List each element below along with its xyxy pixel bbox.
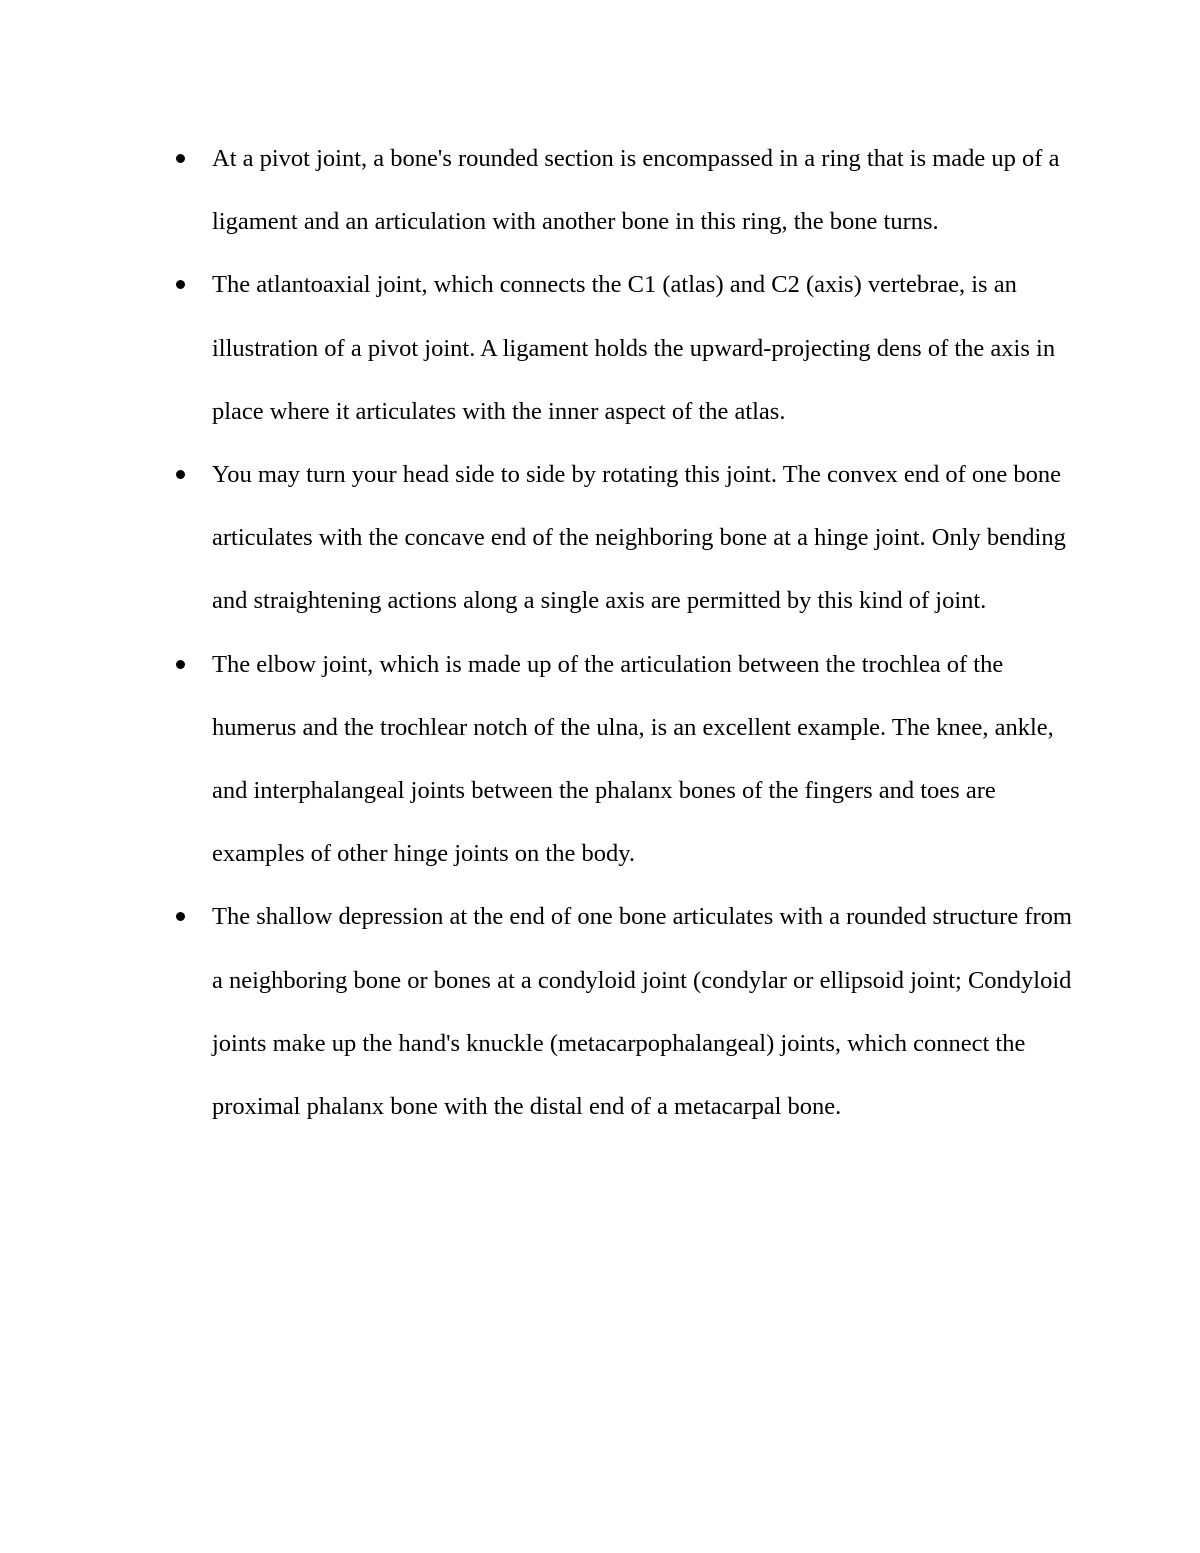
bullet-text: At a pivot joint, a bone's rounded section is encompassed in a ring that is made up of a ligament and an articulation with another bone in this ring, the bone turns. [212,145,1060,236]
bullet-icon [176,280,185,289]
bullet-icon [176,154,185,163]
list-item [0,253,1200,443]
bullet-text: The elbow joint, which is made up of the articulation between the trochlea of the humerus and the trochlear notch of the ulna, is an excellent example. The knee, ankle, and interphalangeal joints between the phalanx bones of the fingers and toes are examples of other hinge joints on the body. [212,650,1054,868]
list-item [0,885,1200,1138]
bullet-text: The shallow depression at the end of one bone articulates with a rounded structure from a neighboring bone or bones at a condyloid joint (condylar or ellipsoid joint; Condyloid joints make up the hand's knuckle (metacarpophalangeal) joints, which connect the proximal phalanx bone with the distal end of a metacarpal bone. [212,903,1072,1121]
list-item [0,443,1200,633]
bullet-text: You may turn your head side to side by rotating this joint. The convex end of one bone articulates with the concave end of the neighboring bone at a hinge joint. Only bending and straightening actions along a single axis are permitted by this kind of joint. [212,461,1066,615]
list-item [0,127,1200,253]
bullet-icon [176,660,185,669]
bullet-icon [176,912,185,921]
bullet-list [0,127,1200,1138]
list-item [0,633,1200,886]
bullet-icon [176,470,185,479]
bullet-text: The atlantoaxial joint, which connects the C1 (atlas) and C2 (axis) vertebrae, is an illustration of a pivot joint. A ligament holds the upward-projecting dens of the axis in place where it articulates with the inner aspect of the atlas. [212,271,1056,425]
